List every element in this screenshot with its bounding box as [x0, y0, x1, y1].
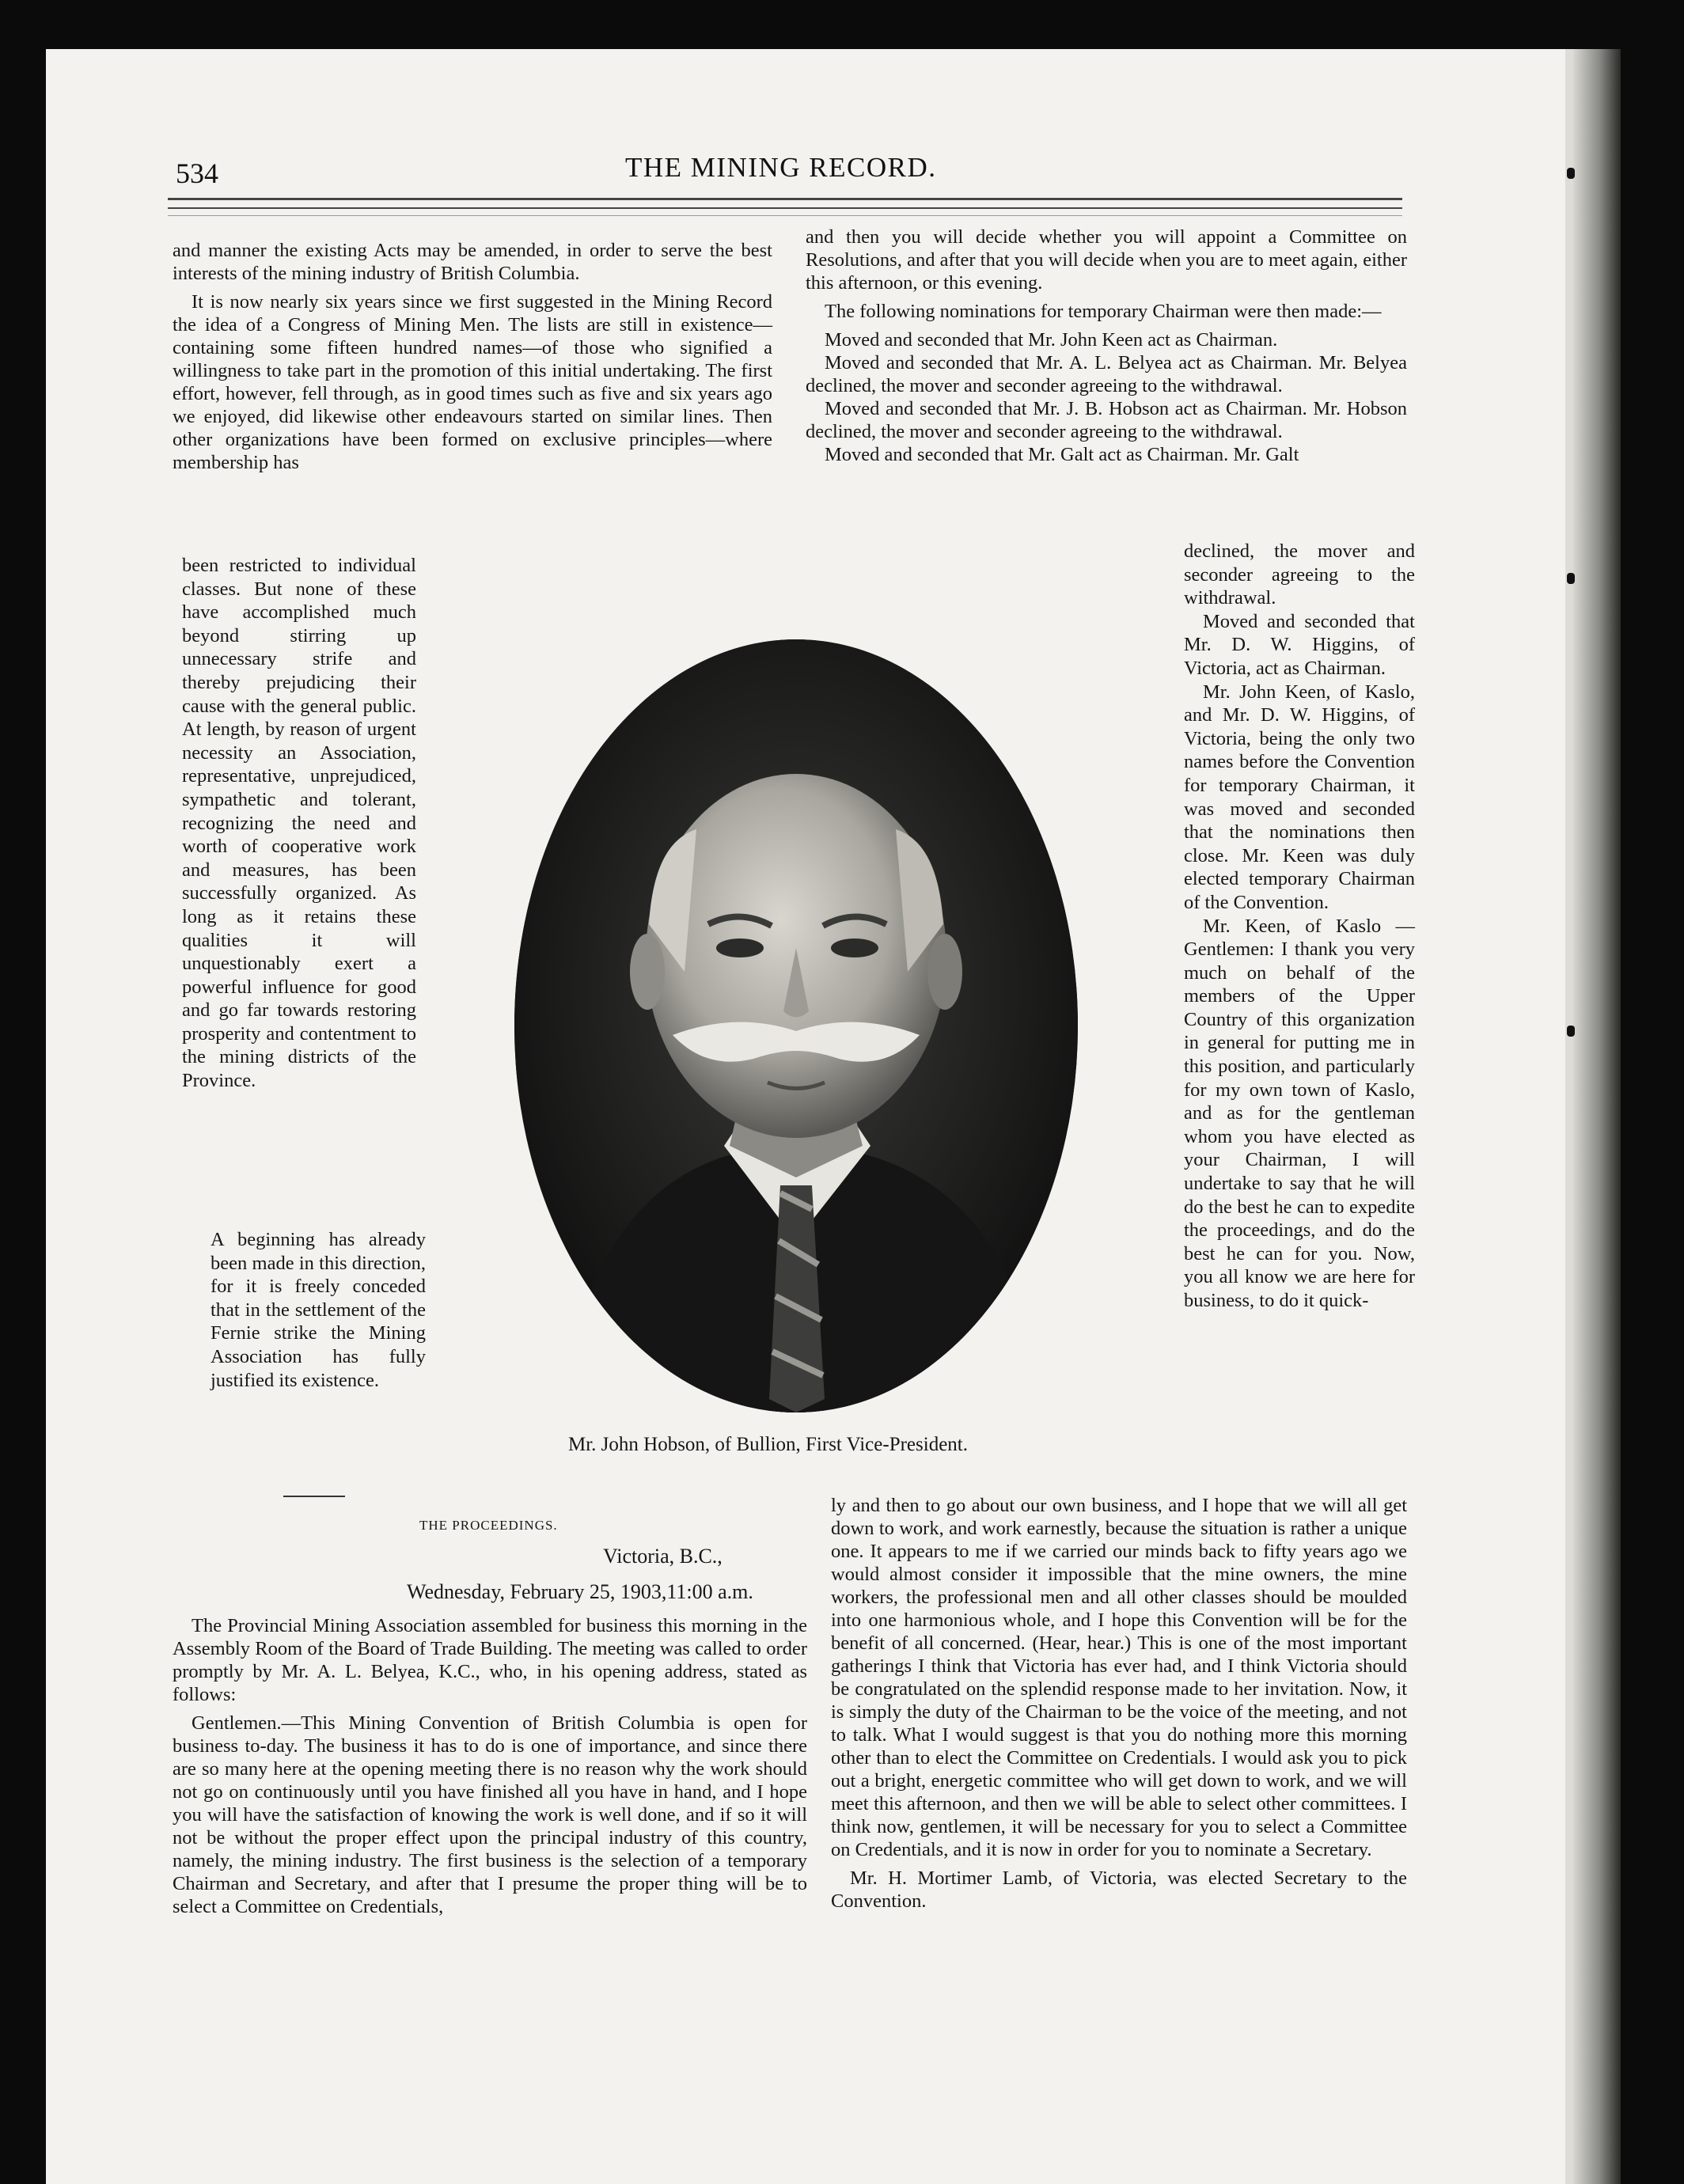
section-heading: THE PROCEEDINGS. — [419, 1518, 558, 1533]
column-2-top — [806, 226, 1407, 466]
paragraph: Moved and seconded that Mr. A. L. Belyea act as Chairman. Mr. Belyea declined, the mover and seconder agreeing to the withdrawal. — [806, 352, 1407, 396]
column-2-bottom — [831, 1494, 1407, 1918]
header-rule — [168, 207, 1402, 209]
page-title: THE MINING RECORD. — [625, 152, 937, 183]
section-divider — [283, 1496, 345, 1497]
paragraph: declined, the mover and seconder agreeing to the withdrawal. — [1184, 540, 1415, 609]
column-2-narrow — [1184, 540, 1415, 1313]
binder-mark — [1567, 573, 1575, 584]
page-number: 534 — [176, 157, 218, 189]
paragraph: The following nominations for temporary Chairman were then made:— — [825, 301, 1382, 322]
paragraph: Mr. Keen, of Kaslo —Gentlemen: I thank you very much on behalf of the members of the Upper Country of this organization in general for putting me in this position, and particularly for my own town of Kaslo, and as for the gentleman whom you have elected as your Chairman, I will undertake to say that he will do the best he can to expedite the proceedings, and do the best he can for you. Now, you all know we are here for business, to do it quick- — [1184, 915, 1415, 1311]
paragraph: Moved and seconded that Mr. John Keen act as Chairman. — [825, 329, 1278, 351]
column-1-top — [173, 239, 772, 480]
binding-shadow — [1573, 49, 1621, 2184]
binder-mark — [1567, 1026, 1575, 1037]
dateline-date: Wednesday, February 25, 1903,11:00 a.m. — [407, 1580, 753, 1603]
paragraph: Gentlemen.—This Mining Convention of British Columbia is open for business to-day. The business it has to do is one of importance, and since there are so many here at the opening meeting there is no reason why the work should not go on continuously until you have finished all you have in hand, and I hope you will have the satisfaction of knowing the work is well done, and if so it will not be without the proper effect upon the principal industry of this country, namely, the mining industry. The first business is the selection of a temporary Chairman and Secretary, and after that I presume the proper thing will be to select a Committee on Credentials, — [173, 1712, 807, 1917]
column-1-narrow — [182, 554, 416, 1098]
paragraph: Mr. H. Mortimer Lamb, of Victoria, was elected Secretary to the Convention. — [831, 1867, 1407, 1912]
page-edge — [1565, 49, 1573, 2184]
paragraph: ly and then to go about our own business, and I hope that we will all get down to work, and work earnestly, because the situation is rather a unique one. It appears to me if we carried our minds back to fifty years ago we would almost consider it impossible that the mine owners, the mine workers, the professional men and all other classes should be moulded into one harmonious whole, and I hope this Convention will be for the benefit of all concerned. (Hear, hear.) This is one of the most important gatherings I think that Victoria has ever had, and I think Victoria should be congratulated on the splendid response made to her invitation. Now, it is simply the duty of the Chairman to be the voice of the meeting, and not to talk. What I would suggest is that you do nothing more this morning other than to elect the Committee on Credentials. I would ask you to pick out a bright, energetic committee who will get down to work, and we will meet this afternoon, and then we will be able to select other committees. I think now, gentlemen, it will be necessary for you to select a Committee on Credentials, and it is now in order for you to nominate a Secretary. — [831, 1495, 1407, 1860]
paragraph: been restricted to individual classes. But none of these have accomplished much beyond stirring up unnecessary strife and thereby prejudicing their cause with the general public. At length, by reason of urgent necessity an Association, representative, unprejudiced, sympathetic and tolerant, recognizing the need and worth of cooperative work and measures, has been successfully organized. As long as it retains these qualities it will unquestionably exert a powerful influence for good and go far towards restoring prosperity and contentment to the mining districts of the Province. — [182, 555, 416, 1092]
paragraph: and then you will decide whether you will appoint a Committee on Resolutions, and after that you will decide when you are to meet again, either this afternoon, or this evening. — [806, 226, 1407, 294]
header-rule — [168, 215, 1402, 216]
portrait-image — [514, 639, 1078, 1412]
column-1-narrow-2 — [210, 1228, 426, 1397]
photo-caption: Mr. John Hobson, of Bullion, First Vice-President. — [568, 1434, 968, 1455]
paragraph: and manner the existing Acts may be amended, in order to serve the best interests of the mining industry of British Columbia. — [173, 240, 772, 284]
proceedings-body — [173, 1614, 807, 1924]
portrait-photo — [514, 639, 1078, 1412]
paragraph: It is now nearly six years since we first suggested in the Mining Record the idea of a Congress of Mining Men. The lists are still in existence—containing some fifteen hundred names—of those who signified a willingness to take part in the promotion of this initial undertaking. The first effort, however, fell through, as in good times such as five and six years ago we enjoyed, did likewise other endeavours started on similar lines. Then other organizations have been formed on exclusive principles—where membership has — [173, 291, 772, 473]
paragraph: The Provincial Mining Association assembled for business this morning in the Assembly Room of the Board of Trade Building. The meeting was called to order promptly by Mr. A. L. Belyea, K.C., who, in his opening address, stated as follows: — [173, 1615, 807, 1705]
dateline-place: Victoria, B.C., — [603, 1545, 723, 1568]
binder-mark — [1567, 168, 1575, 179]
paragraph: Moved and seconded that Mr. Galt act as Chairman. Mr. Galt — [825, 444, 1299, 465]
header-rule — [168, 198, 1402, 200]
paragraph: Mr. John Keen, of Kaslo, and Mr. D. W. Higgins, of Victoria, being the only two names before the Convention for temporary Chairman, it was moved and seconded that the nominations then close. Mr. Keen was duly elected temporary Chairman of the Convention. — [1184, 681, 1415, 913]
paragraph: Moved and seconded that Mr. J. B. Hobson act as Chairman. Mr. Hobson declined, the mover and seconder agreeing to the withdrawal. — [806, 398, 1407, 442]
paragraph: Moved and seconded that Mr. D. W. Higgins, of Victoria, act as Chairman. — [1184, 610, 1415, 679]
paragraph: A beginning has already been made in this direction, for it is freely conceded that in the settlement of the Fernie strike the Mining Association has fully justified its existence. — [210, 1229, 426, 1391]
